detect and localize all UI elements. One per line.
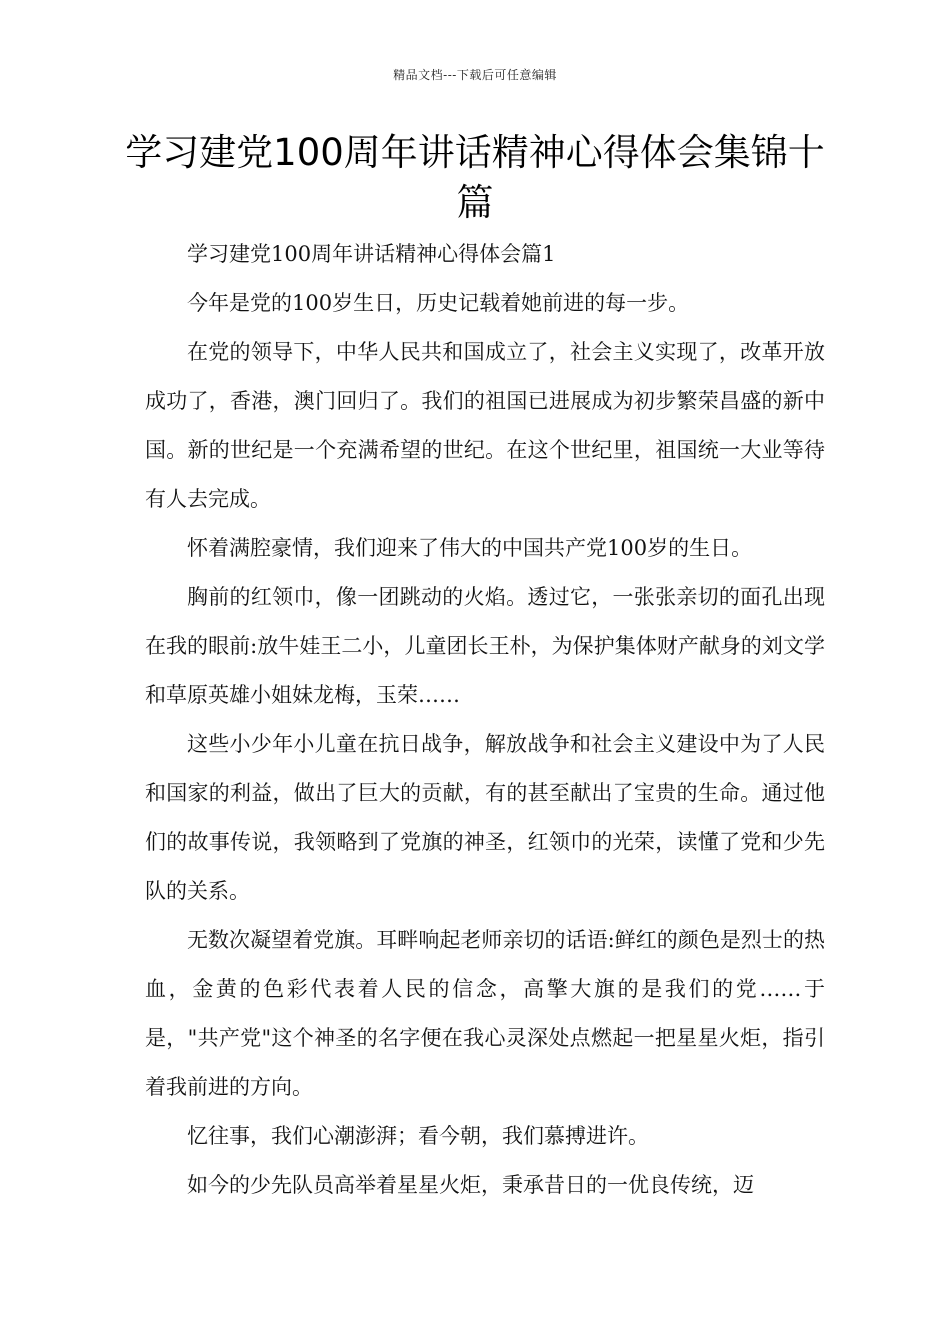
header-note: 精品文档---下载后可任意编辑 [393,68,557,82]
paragraph: 如今的少先队员高举着星星火炬，秉承昔日的一优良传统，迈 [187,1173,754,1197]
paragraph: 胸前的红领巾，像一团跳动的火焰。透过它，一张张亲切的面孔出现在我的眼前:放牛娃王二小，儿童团长王朴，为保护集体财产献身的刘文学和草原英雄小姐妹龙梅，玉荣…… [145,585,825,707]
paragraph: 在党的领导下，中华人民共和国成立了，社会主义实现了，改革开放成功了，香港，澳门回归了。我们的祖国已进展成为初步繁荣昌盛的新中国。新的世纪是一个充满希望的世纪。在这个世纪里，祖国统一大业等待有人去完成。 [145,340,825,511]
section-heading: 学习建党100周年讲话精神心得体会篇1 [187,242,556,266]
paragraph: 今年是党的100岁生日，历史记载着她前进的每一步。 [187,291,690,315]
paragraph: 怀着满腔豪情，我们迎来了伟大的中国共产党100岁的生日。 [187,536,753,560]
paragraph: 这些小少年小儿童在抗日战争，解放战争和社会主义建设中为了人民和国家的利益，做出了巨大的贡献，有的甚至献出了宝贵的生命。通过他们的故事传说，我领略到了党旗的神圣，红领巾的光荣，读懂了党和少先队的关系。 [145,732,825,903]
paragraph: 无数次凝望着党旗。耳畔响起老师亲切的话语:鲜红的颜色是烈士的热血，金黄的色彩代表着人民的信念，高擎大旗的是我们的党……于是，"共产党"这个神圣的名字便在我心灵深处点燃起一把星星火炬，指引着我前进的方向。 [145,928,825,1099]
document-title: 学习建党100周年讲话精神心得体会集锦十篇 [125,131,825,224]
paragraph: 忆往事，我们心潮澎湃；看今朝，我们慕搏进许。 [187,1124,649,1148]
document-body [145,230,825,1210]
